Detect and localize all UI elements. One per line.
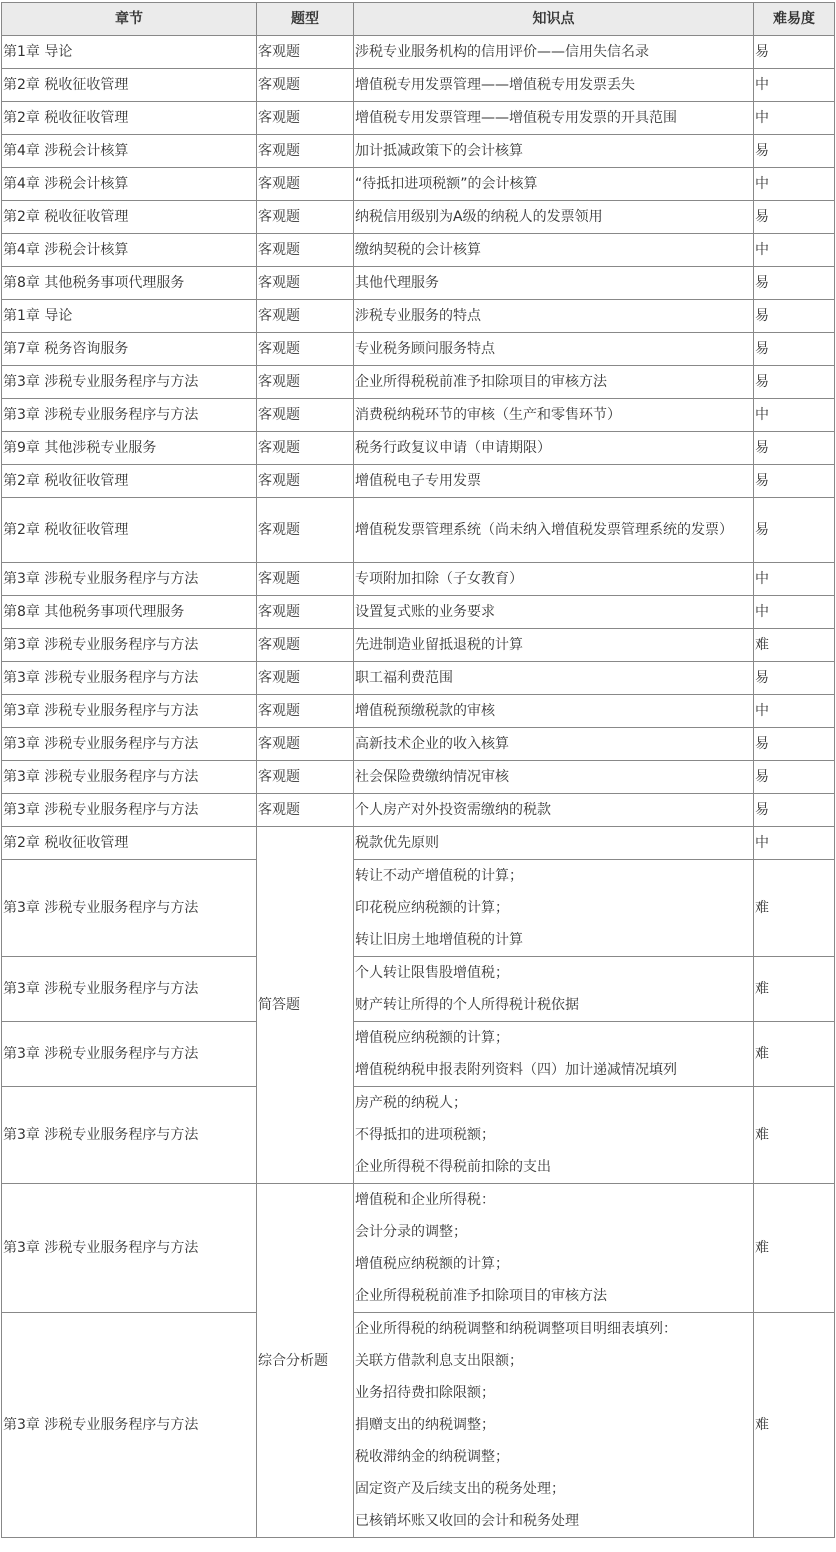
difficulty-cell: 中 <box>754 168 835 201</box>
knowledge-point-line: 专项附加扣除（子女教育） <box>355 571 523 587</box>
chapter-cell: 第4章 涉税会计核算 <box>2 168 257 201</box>
table-row <box>2 1313 835 1538</box>
chapter-cell: 第1章 导论 <box>2 300 257 333</box>
chapter-cell: 第4章 涉税会计核算 <box>2 234 257 267</box>
knowledge-point-line: 涉税专业服务机构的信用评价——信用失信名录 <box>355 44 649 60</box>
chapter-cell: 第3章 涉税专业服务程序与方法 <box>2 728 257 761</box>
question-type-cell: 客观题 <box>257 36 354 69</box>
table-row <box>2 135 835 168</box>
question-type-cell: 综合分析题 <box>257 1184 354 1538</box>
table-row <box>2 399 835 432</box>
difficulty-cell: 易 <box>754 761 835 794</box>
table-row <box>2 860 835 957</box>
knowledge-point-line: 已核销坏账又收回的会计和税务处理 <box>355 1513 579 1529</box>
knowledge-point-line: 增值税电子专用发票 <box>355 473 481 489</box>
knowledge-point-line: 增值税纳税申报表附列资料（四）加计递减情况填列 <box>355 1062 677 1078</box>
table-row <box>2 69 835 102</box>
table-row <box>2 36 835 69</box>
chapter-cell: 第2章 税收征收管理 <box>2 69 257 102</box>
question-type-cell: 客观题 <box>257 69 354 102</box>
question-type-cell: 客观题 <box>257 563 354 596</box>
question-type-cell: 客观题 <box>257 234 354 267</box>
difficulty-cell: 难 <box>754 860 835 957</box>
header-question-type: 题型 <box>257 3 354 36</box>
knowledge-point-cell <box>354 596 754 629</box>
difficulty-cell: 中 <box>754 695 835 728</box>
knowledge-point-line: 固定资产及后续支出的税务处理； <box>355 1481 565 1497</box>
knowledge-point-cell <box>354 860 754 957</box>
difficulty-cell: 中 <box>754 102 835 135</box>
table-row <box>2 1184 835 1313</box>
chapter-cell: 第2章 税收征收管理 <box>2 201 257 234</box>
knowledge-point-cell <box>354 794 754 827</box>
knowledge-point-cell <box>354 366 754 399</box>
knowledge-point-line: “待抵扣进项税额”的会计核算 <box>355 176 538 192</box>
difficulty-cell: 易 <box>754 432 835 465</box>
knowledge-point-cell <box>354 300 754 333</box>
knowledge-point-cell <box>354 333 754 366</box>
knowledge-point-line: 个人房产对外投资需缴纳的税款 <box>355 802 551 818</box>
table-row <box>2 728 835 761</box>
knowledge-point-cell <box>354 1313 754 1538</box>
knowledge-point-line: 其他代理服务 <box>355 275 439 291</box>
chapter-cell: 第3章 涉税专业服务程序与方法 <box>2 563 257 596</box>
knowledge-point-line: 增值税应纳税额的计算； <box>355 1030 509 1046</box>
knowledge-point-line: 消费税纳税环节的审核（生产和零售环节） <box>355 407 621 423</box>
table-row <box>2 596 835 629</box>
chapter-cell: 第8章 其他税务事项代理服务 <box>2 267 257 300</box>
table-row <box>2 695 835 728</box>
knowledge-point-line: 不得抵扣的进项税额； <box>355 1127 495 1143</box>
difficulty-cell: 难 <box>754 957 835 1022</box>
knowledge-point-line: 个人转让限售股增值税； <box>355 965 509 981</box>
chapter-cell: 第3章 涉税专业服务程序与方法 <box>2 695 257 728</box>
chapter-cell: 第2章 税收征收管理 <box>2 102 257 135</box>
question-type-cell: 客观题 <box>257 728 354 761</box>
question-type-cell: 客观题 <box>257 498 354 563</box>
chapter-cell: 第3章 涉税专业服务程序与方法 <box>2 1184 257 1313</box>
knowledge-point-cell <box>354 399 754 432</box>
difficulty-cell: 中 <box>754 399 835 432</box>
knowledge-point-line: 纳税信用级别为A级的纳税人的发票领用 <box>355 209 603 225</box>
table-row <box>2 629 835 662</box>
difficulty-cell: 难 <box>754 1313 835 1538</box>
knowledge-point-line: 增值税专用发票管理——增值税专用发票丢失 <box>355 77 635 93</box>
knowledge-point-line: 企业所得税税前准予扣除项目的审核方法 <box>355 374 607 390</box>
knowledge-point-line: 增值税应纳税额的计算； <box>355 1256 509 1272</box>
difficulty-cell: 中 <box>754 563 835 596</box>
table-row <box>2 1087 835 1184</box>
knowledge-point-line: 增值税和企业所得税： <box>355 1192 495 1208</box>
question-type-cell: 客观题 <box>257 794 354 827</box>
difficulty-cell: 难 <box>754 1022 835 1087</box>
difficulty-cell: 中 <box>754 69 835 102</box>
knowledge-point-line: 涉税专业服务的特点 <box>355 308 481 324</box>
knowledge-point-line: 专业税务顾问服务特点 <box>355 341 495 357</box>
difficulty-cell: 难 <box>754 1184 835 1313</box>
knowledge-point-line: 房产税的纳税人； <box>355 1095 467 1111</box>
chapter-cell: 第3章 涉税专业服务程序与方法 <box>2 662 257 695</box>
difficulty-cell: 易 <box>754 498 835 563</box>
difficulty-cell: 难 <box>754 1087 835 1184</box>
table-body <box>2 36 835 1538</box>
knowledge-point-line: 税务行政复议申请（申请期限） <box>355 440 551 456</box>
knowledge-point-line: 转让不动产增值税的计算； <box>355 868 523 884</box>
knowledge-point-line: 社会保险费缴纳情况审核 <box>355 769 509 785</box>
question-type-cell: 简答题 <box>257 827 354 1184</box>
question-type-cell: 客观题 <box>257 366 354 399</box>
table-row <box>2 168 835 201</box>
question-type-cell: 客观题 <box>257 695 354 728</box>
knowledge-point-line: 转让旧房土地增值税的计算 <box>355 932 523 948</box>
question-type-cell: 客观题 <box>257 432 354 465</box>
difficulty-cell: 中 <box>754 827 835 860</box>
chapter-cell: 第3章 涉税专业服务程序与方法 <box>2 1313 257 1538</box>
chapter-cell: 第3章 涉税专业服务程序与方法 <box>2 366 257 399</box>
knowledge-point-cell <box>354 728 754 761</box>
chapter-cell: 第2章 税收征收管理 <box>2 498 257 563</box>
header-knowledge-point: 知识点 <box>354 3 754 36</box>
knowledge-point-cell <box>354 827 754 860</box>
difficulty-cell: 易 <box>754 465 835 498</box>
difficulty-cell: 中 <box>754 596 835 629</box>
table-row <box>2 465 835 498</box>
question-type-cell: 客观题 <box>257 629 354 662</box>
knowledge-point-cell <box>354 695 754 728</box>
knowledge-point-line: 加计抵减政策下的会计核算 <box>355 143 523 159</box>
chapter-cell: 第9章 其他涉税专业服务 <box>2 432 257 465</box>
knowledge-point-cell <box>354 234 754 267</box>
knowledge-point-cell <box>354 465 754 498</box>
knowledge-point-line: 企业所得税的纳税调整和纳税调整项目明细表填列： <box>355 1321 677 1337</box>
table-row <box>2 794 835 827</box>
knowledge-point-cell <box>354 498 754 563</box>
knowledge-point-line: 会计分录的调整； <box>355 1224 467 1240</box>
table-row <box>2 300 835 333</box>
knowledge-point-cell <box>354 957 754 1022</box>
knowledge-point-line: 印花税应纳税额的计算； <box>355 900 509 916</box>
knowledge-point-line: 先进制造业留抵退税的计算 <box>355 637 523 653</box>
knowledge-point-line: 职工福利费范围 <box>355 670 453 686</box>
knowledge-point-line: 企业所得税税前准予扣除项目的审核方法 <box>355 1288 607 1304</box>
knowledge-point-cell <box>354 168 754 201</box>
chapter-cell: 第3章 涉税专业服务程序与方法 <box>2 399 257 432</box>
chapter-cell: 第1章 导论 <box>2 36 257 69</box>
chapter-cell: 第4章 涉税会计核算 <box>2 135 257 168</box>
question-type-cell: 客观题 <box>257 761 354 794</box>
knowledge-point-cell <box>354 1184 754 1313</box>
question-type-cell: 客观题 <box>257 102 354 135</box>
table-row <box>2 827 835 860</box>
knowledge-point-line: 高新技术企业的收入核算 <box>355 736 509 752</box>
chapter-cell: 第3章 涉税专业服务程序与方法 <box>2 957 257 1022</box>
chapter-cell: 第3章 涉税专业服务程序与方法 <box>2 629 257 662</box>
knowledge-point-line: 税款优先原则 <box>355 835 439 851</box>
table-row <box>2 234 835 267</box>
knowledge-point-line: 增值税专用发票管理——增值税专用发票的开具范围 <box>355 110 677 126</box>
table-row <box>2 761 835 794</box>
chapter-cell: 第3章 涉税专业服务程序与方法 <box>2 860 257 957</box>
table-row <box>2 957 835 1022</box>
difficulty-cell: 易 <box>754 201 835 234</box>
knowledge-point-cell <box>354 201 754 234</box>
difficulty-cell: 易 <box>754 662 835 695</box>
knowledge-point-line: 企业所得税不得税前扣除的支出 <box>355 1159 551 1175</box>
question-type-cell: 客观题 <box>257 168 354 201</box>
knowledge-point-cell <box>354 135 754 168</box>
knowledge-point-cell <box>354 563 754 596</box>
knowledge-point-line: 业务招待费扣除限额； <box>355 1385 495 1401</box>
knowledge-point-cell <box>354 761 754 794</box>
question-type-cell: 客观题 <box>257 662 354 695</box>
knowledge-point-cell <box>354 102 754 135</box>
difficulty-cell: 易 <box>754 267 835 300</box>
table-row <box>2 201 835 234</box>
difficulty-cell: 易 <box>754 366 835 399</box>
knowledge-point-cell <box>354 432 754 465</box>
difficulty-cell: 易 <box>754 794 835 827</box>
knowledge-point-line: 财产转让所得的个人所得税计税依据 <box>355 997 579 1013</box>
chapter-cell: 第3章 涉税专业服务程序与方法 <box>2 1087 257 1184</box>
header-chapter: 章节 <box>2 3 257 36</box>
table-row <box>2 432 835 465</box>
knowledge-point-cell <box>354 1022 754 1087</box>
question-type-cell: 客观题 <box>257 399 354 432</box>
difficulty-cell: 中 <box>754 234 835 267</box>
chapter-cell: 第3章 涉税专业服务程序与方法 <box>2 794 257 827</box>
question-type-cell: 客观题 <box>257 333 354 366</box>
table-row <box>2 333 835 366</box>
difficulty-cell: 易 <box>754 728 835 761</box>
knowledge-point-line: 关联方借款利息支出限额； <box>355 1353 523 1369</box>
knowledge-point-line: 增值税预缴税款的审核 <box>355 703 495 719</box>
knowledge-point-cell <box>354 1087 754 1184</box>
question-type-cell: 客观题 <box>257 596 354 629</box>
knowledge-point-cell <box>354 267 754 300</box>
chapter-cell: 第7章 税务咨询服务 <box>2 333 257 366</box>
knowledge-point-line: 设置复式账的业务要求 <box>355 604 495 620</box>
knowledge-point-cell <box>354 662 754 695</box>
knowledge-point-line: 缴纳契税的会计核算 <box>355 242 481 258</box>
table-row <box>2 662 835 695</box>
question-type-cell: 客观题 <box>257 300 354 333</box>
difficulty-cell: 易 <box>754 300 835 333</box>
question-type-cell: 客观题 <box>257 267 354 300</box>
table-row <box>2 267 835 300</box>
knowledge-point-line: 税收滞纳金的纳税调整； <box>355 1449 509 1465</box>
knowledge-point-cell <box>354 629 754 662</box>
difficulty-cell: 易 <box>754 333 835 366</box>
header-difficulty: 难易度 <box>754 3 835 36</box>
exam-analysis-table <box>1 2 835 1538</box>
table-row <box>2 366 835 399</box>
table-row <box>2 563 835 596</box>
table-row <box>2 102 835 135</box>
difficulty-cell: 易 <box>754 36 835 69</box>
difficulty-cell: 难 <box>754 629 835 662</box>
knowledge-point-line: 捐赠支出的纳税调整； <box>355 1417 495 1433</box>
knowledge-point-cell <box>354 36 754 69</box>
question-type-cell: 客观题 <box>257 201 354 234</box>
difficulty-cell: 易 <box>754 135 835 168</box>
question-type-cell: 客观题 <box>257 465 354 498</box>
header-row <box>2 3 835 36</box>
chapter-cell: 第3章 涉税专业服务程序与方法 <box>2 1022 257 1087</box>
knowledge-point-cell <box>354 69 754 102</box>
chapter-cell: 第3章 涉税专业服务程序与方法 <box>2 761 257 794</box>
chapter-cell: 第8章 其他税务事项代理服务 <box>2 596 257 629</box>
chapter-cell: 第2章 税收征收管理 <box>2 827 257 860</box>
table-row <box>2 498 835 563</box>
question-type-cell: 客观题 <box>257 135 354 168</box>
knowledge-point-line: 增值税发票管理系统（尚未纳入增值税发票管理系统的发票） <box>355 522 733 538</box>
chapter-cell: 第2章 税收征收管理 <box>2 465 257 498</box>
table-row <box>2 1022 835 1087</box>
